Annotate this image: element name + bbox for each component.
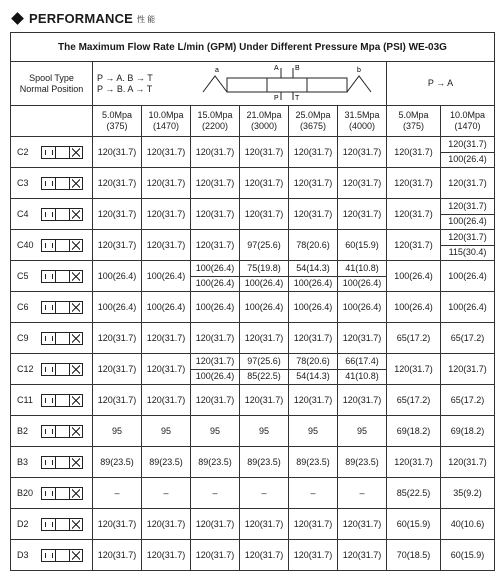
- spool-code: C3: [17, 177, 29, 188]
- spool-symbol-icon: [41, 177, 83, 190]
- table-row: [11, 509, 495, 540]
- pressure-mpa: 5.0Mpa: [101, 110, 133, 120]
- pressure-header-6: [338, 106, 387, 137]
- flow-value: 120(31.7): [142, 230, 191, 261]
- flow-value: –: [289, 478, 338, 509]
- flow-value: 69(18.2): [387, 416, 441, 447]
- flow-value: 100(26.4): [387, 292, 441, 323]
- flow-value: 100(26.4): [93, 292, 142, 323]
- flow-value: 85(22.5): [240, 369, 289, 385]
- flow-value: 120(31.7): [142, 385, 191, 416]
- section-title: PERFORMANCE: [29, 10, 134, 26]
- flow-value: 120(31.7): [142, 354, 191, 385]
- table-row: [11, 354, 495, 370]
- flow-value: 100(26.4): [338, 292, 387, 323]
- spool-code: C9: [17, 332, 29, 343]
- port-t-label: T: [295, 95, 300, 102]
- spool-code: C2: [17, 146, 29, 157]
- pressure-psi: (3675): [299, 121, 326, 131]
- flow-value: 89(23.5): [240, 447, 289, 478]
- flow-value: 120(31.7): [338, 323, 387, 354]
- spool-code-cell: [11, 292, 93, 323]
- table-row: [11, 447, 495, 478]
- flow-value: 100(26.4): [191, 292, 240, 323]
- flow-value: 120(31.7): [441, 230, 495, 246]
- flow-value: 40(10.6): [441, 509, 495, 540]
- flow-value: 120(31.7): [93, 385, 142, 416]
- pressure-mpa: 25.0Mpa: [295, 110, 331, 120]
- flow-value: 120(31.7): [93, 323, 142, 354]
- flow-value: 120(31.7): [191, 385, 240, 416]
- spool-code: D2: [17, 518, 29, 529]
- port-a-label: A: [274, 65, 279, 72]
- flow-value: 120(31.7): [289, 385, 338, 416]
- flow-value: 120(31.7): [387, 168, 441, 199]
- flow-value: 60(15.9): [387, 509, 441, 540]
- spool-symbol-icon: [41, 363, 83, 376]
- flow-value: 120(31.7): [93, 509, 142, 540]
- table-row: [11, 416, 495, 447]
- section-subtitle: 性 能: [137, 15, 156, 24]
- flow-value: 100(26.4): [441, 214, 495, 230]
- spool-code-cell: [11, 199, 93, 230]
- flow-value: 78(20.6): [289, 230, 338, 261]
- flow-value: 120(31.7): [142, 540, 191, 571]
- flow-value: 100(26.4): [142, 261, 191, 292]
- port-b-label: B: [295, 65, 300, 72]
- spool-code-cell: [11, 168, 93, 199]
- flow-value: 65(17.2): [441, 385, 495, 416]
- spool-code-cell: [11, 385, 93, 416]
- spool-symbol-icon: [41, 394, 83, 407]
- flow-value: 120(31.7): [191, 540, 240, 571]
- flow-value: 120(31.7): [142, 199, 191, 230]
- spool-type-header: [11, 62, 93, 106]
- flow-value: 120(31.7): [191, 230, 240, 261]
- flow-value: 95: [93, 416, 142, 447]
- flow-value: 89(23.5): [142, 447, 191, 478]
- flow-value: 97(25.6): [240, 354, 289, 370]
- flow-value: 120(31.7): [289, 323, 338, 354]
- pressure-header-5: [289, 106, 338, 137]
- spool-code-cell: [11, 323, 93, 354]
- flow-value: 120(31.7): [142, 168, 191, 199]
- spool-symbol-icon: [41, 239, 83, 252]
- table-row: [11, 540, 495, 571]
- flow-value: 120(31.7): [338, 385, 387, 416]
- spool-symbol-icon: [41, 425, 83, 438]
- flow-value: 85(22.5): [387, 478, 441, 509]
- flow-value: 120(31.7): [289, 199, 338, 230]
- flow-value: 120(31.7): [441, 199, 495, 215]
- flow-value: 120(31.7): [338, 137, 387, 168]
- spool-code-cell: [11, 416, 93, 447]
- flow-value: 120(31.7): [441, 168, 495, 199]
- spool-code: B3: [17, 456, 29, 467]
- solenoid-a-label: a: [215, 67, 220, 74]
- flow-value: 120(31.7): [93, 137, 142, 168]
- flow-value: –: [191, 478, 240, 509]
- flow-value: 95: [240, 416, 289, 447]
- table-row: [11, 168, 495, 199]
- flow-value: 65(17.2): [387, 385, 441, 416]
- flow-value: 120(31.7): [441, 447, 495, 478]
- spool-symbol-icon: [41, 487, 83, 500]
- spool-symbol-icon: [41, 456, 83, 469]
- flow-value: 100(26.4): [191, 369, 240, 385]
- flow-value: 120(31.7): [338, 509, 387, 540]
- flow-value: 120(31.7): [387, 447, 441, 478]
- flow-value: 120(31.7): [142, 509, 191, 540]
- table-row: [11, 230, 495, 246]
- flow-value: 89(23.5): [93, 447, 142, 478]
- pressure-header-2: [142, 106, 191, 137]
- table-row: [11, 292, 495, 323]
- table-caption: The Maximum Flow Rate L/min (GPM) Under Different Pressure Mpa (PSI) WE-03G: [11, 33, 495, 62]
- pressure-header-3: [191, 106, 240, 137]
- spool-code-cell: [11, 137, 93, 168]
- flow-value: 100(26.4): [142, 292, 191, 323]
- spool-symbol-icon: [41, 146, 83, 159]
- flow-value: 120(31.7): [191, 137, 240, 168]
- spool-code-cell: [11, 261, 93, 292]
- flow-value: 100(26.4): [289, 292, 338, 323]
- flow-value: 120(31.7): [191, 168, 240, 199]
- flow-value: 100(26.4): [240, 276, 289, 292]
- flow-value: 41(10.8): [338, 369, 387, 385]
- flow-mode-header: [93, 62, 191, 106]
- flow-value: 35(9.2): [441, 478, 495, 509]
- flow-value: 89(23.5): [338, 447, 387, 478]
- flow-value: 95: [142, 416, 191, 447]
- spool-code: C12: [17, 363, 34, 374]
- flow-value: 100(26.4): [191, 276, 240, 292]
- flow-value: 66(17.4): [338, 354, 387, 370]
- pressure-header-1: [93, 106, 142, 137]
- flow-value: 100(26.4): [338, 276, 387, 292]
- flow-value: 120(31.7): [93, 230, 142, 261]
- flow-value: –: [93, 478, 142, 509]
- spool-code: B20: [17, 487, 34, 498]
- pressure-psi: (4000): [348, 121, 375, 131]
- flow-value: 120(31.7): [142, 137, 191, 168]
- pressure-header-7: [387, 106, 441, 137]
- port-p-label: P: [274, 95, 279, 102]
- flow-value: 120(31.7): [191, 199, 240, 230]
- spool-code-cell: [11, 354, 93, 385]
- flow-value: 65(17.2): [441, 323, 495, 354]
- flow-value: 100(26.4): [441, 152, 495, 168]
- flow-value: 54(14.3): [289, 261, 338, 277]
- flow-value: 120(31.7): [240, 540, 289, 571]
- spool-code: C11: [17, 394, 33, 405]
- spool-code: C5: [17, 270, 29, 281]
- flow-value: 97(25.6): [240, 230, 289, 261]
- flow-value: 100(26.4): [289, 276, 338, 292]
- flow-value: 89(23.5): [289, 447, 338, 478]
- flow-value: 120(31.7): [240, 137, 289, 168]
- valve-symbol-cell: [191, 62, 387, 106]
- spool-symbol-icon: [41, 518, 83, 531]
- flow-value: –: [240, 478, 289, 509]
- table-row: [11, 261, 495, 277]
- pressure-psi: (375): [106, 121, 128, 131]
- diamond-bullet-icon: [11, 12, 24, 25]
- flow-value: 89(23.5): [191, 447, 240, 478]
- flow-value: 120(31.7): [289, 509, 338, 540]
- pressure-psi: (1470): [454, 121, 481, 131]
- flow-value: 100(26.4): [387, 261, 441, 292]
- flow-value: 70(18.5): [387, 540, 441, 571]
- spool-code-cell: [11, 540, 93, 571]
- table-row: [11, 137, 495, 153]
- flow-value: 65(17.2): [387, 323, 441, 354]
- spool-code: C6: [17, 301, 29, 312]
- flow-value: 60(15.9): [338, 230, 387, 261]
- flow-value: 120(31.7): [387, 354, 441, 385]
- spool-symbol-icon: [41, 270, 83, 283]
- flow-value: 120(31.7): [240, 323, 289, 354]
- flow-value: 120(31.7): [142, 323, 191, 354]
- spool-code: C40: [17, 239, 34, 250]
- flow-value: 120(31.7): [387, 230, 441, 261]
- performance-table: [10, 32, 495, 571]
- flow-value: 120(31.7): [289, 168, 338, 199]
- spool-code-cell: [11, 230, 93, 261]
- spool-code-cell: [11, 478, 93, 509]
- flow-value: 120(31.7): [191, 323, 240, 354]
- spool-code-cell: [11, 447, 93, 478]
- spool-code: B2: [17, 425, 29, 436]
- flow-value: 120(31.7): [338, 168, 387, 199]
- flow-value: 78(20.6): [289, 354, 338, 370]
- flow-value: 120(31.7): [387, 199, 441, 230]
- spool-type-label: Spool Type: [29, 72, 74, 83]
- pressure-mpa: 10.0Mpa: [148, 110, 184, 120]
- flow-value: 120(31.7): [338, 199, 387, 230]
- pressure-mpa: 15.0Mpa: [197, 110, 233, 120]
- pressure-mpa: 31.5Mpa: [344, 110, 380, 120]
- flow-value: 75(19.8): [240, 261, 289, 277]
- flow-value: 100(26.4): [441, 292, 495, 323]
- pressure-mpa: 10.0Mpa: [449, 110, 486, 120]
- flow-value: 120(31.7): [191, 509, 240, 540]
- p-to-a-header: P → A: [387, 62, 495, 106]
- flow-value: –: [338, 478, 387, 509]
- flow-mode-1: P → A. B → T: [97, 72, 153, 83]
- flow-value: 120(31.7): [441, 354, 495, 385]
- flow-value: 120(31.7): [289, 540, 338, 571]
- flow-value: 120(31.7): [240, 385, 289, 416]
- flow-value: 69(18.2): [441, 416, 495, 447]
- flow-value: 100(26.4): [191, 261, 240, 277]
- normal-position-label: Normal Position: [19, 83, 84, 94]
- table-row: [11, 478, 495, 509]
- flow-value: 100(26.4): [240, 292, 289, 323]
- flow-value: 95: [191, 416, 240, 447]
- section-header: [10, 8, 155, 28]
- flow-value: 115(30.4): [441, 245, 495, 261]
- flow-value: 120(31.7): [240, 509, 289, 540]
- flow-value: 95: [338, 416, 387, 447]
- solenoid-b-label: b: [357, 67, 362, 74]
- pressure-psi: (2200): [201, 121, 228, 131]
- spool-symbol-icon: [41, 301, 83, 314]
- flow-value: 60(15.9): [441, 540, 495, 571]
- table-row: [11, 199, 495, 215]
- flow-value: 120(31.7): [240, 199, 289, 230]
- table-row: [11, 385, 495, 416]
- spool-symbol-icon: [41, 208, 83, 221]
- spool-code-cell: [11, 509, 93, 540]
- flow-value: 120(31.7): [441, 137, 495, 153]
- pressure-header-8: [441, 106, 495, 137]
- flow-value: 120(31.7): [387, 137, 441, 168]
- flow-value: 120(31.7): [93, 168, 142, 199]
- flow-value: 120(31.7): [93, 540, 142, 571]
- flow-value: 120(31.7): [93, 199, 142, 230]
- spool-symbol-icon: [41, 549, 83, 562]
- pressure-psi: (375): [402, 121, 424, 131]
- flow-value: 95: [289, 416, 338, 447]
- flow-value: –: [142, 478, 191, 509]
- valve-symbol-icon: [193, 62, 383, 102]
- table-row: [11, 323, 495, 354]
- pressure-mpa: 5.0Mpa: [398, 110, 429, 120]
- pressure-header-4: [240, 106, 289, 137]
- flow-value: 100(26.4): [441, 261, 495, 292]
- flow-value: 120(31.7): [338, 540, 387, 571]
- spool-code: C4: [17, 208, 29, 219]
- spool-code: D3: [17, 549, 29, 560]
- pressure-psi: (3000): [250, 121, 277, 131]
- flow-value: 120(31.7): [240, 168, 289, 199]
- pressure-corner-cell: [11, 106, 93, 137]
- flow-value: 120(31.7): [93, 354, 142, 385]
- flow-value: 54(14.3): [289, 369, 338, 385]
- flow-value: 120(31.7): [191, 354, 240, 370]
- flow-mode-2: P → B. A → T: [97, 83, 153, 94]
- flow-value: 100(26.4): [93, 261, 142, 292]
- flow-value: 41(10.8): [338, 261, 387, 277]
- pressure-mpa: 21.0Mpa: [246, 110, 282, 120]
- flow-value: 120(31.7): [289, 137, 338, 168]
- pressure-psi: (1470): [152, 121, 179, 131]
- spool-symbol-icon: [41, 332, 83, 345]
